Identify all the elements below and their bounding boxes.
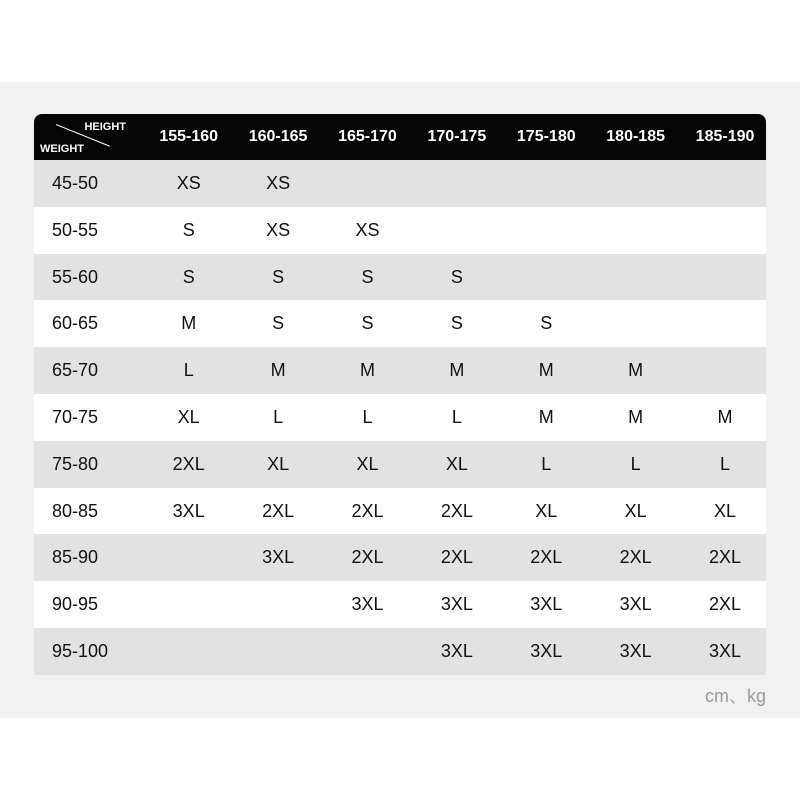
size-cell: XL <box>714 500 737 521</box>
weight-range-label: 70-75 <box>52 406 99 427</box>
size-cell: L <box>451 406 462 427</box>
weight-range-label: 55-60 <box>52 266 99 287</box>
table-row <box>34 394 766 441</box>
table-row <box>34 441 766 488</box>
size-cell: L <box>362 406 373 427</box>
table-row <box>34 254 766 301</box>
size-cell: M <box>181 313 197 334</box>
size-cell <box>144 581 233 628</box>
size-cell: M <box>538 406 554 427</box>
height-header: 180-185 <box>606 128 665 145</box>
size-cell: S <box>540 313 553 334</box>
size-cell: XL <box>177 406 200 427</box>
table-row <box>34 347 766 394</box>
height-header: 175-180 <box>516 128 576 145</box>
size-cell: S <box>272 313 285 334</box>
size-cell: 3XL <box>172 500 205 521</box>
height-header: 160-165 <box>248 128 308 145</box>
weight-range-label: 80-85 <box>52 500 99 521</box>
table-row <box>34 207 766 254</box>
size-cell <box>680 207 769 254</box>
table-header-row <box>34 114 766 160</box>
size-cell: XS <box>355 219 380 240</box>
size-cell: M <box>628 360 644 381</box>
weight-range-label: 45-50 <box>52 173 99 193</box>
size-cell: M <box>538 360 554 381</box>
size-cell: 3XL <box>530 640 563 661</box>
size-cell <box>412 207 501 254</box>
size-cell <box>144 534 233 581</box>
table-row <box>34 300 766 347</box>
size-cell: S <box>450 266 463 287</box>
height-header: 170-175 <box>427 128 487 145</box>
weight-range-label: 50-55 <box>52 219 99 240</box>
weight-axis-label: WEIGHT <box>40 143 84 155</box>
size-cell: 2XL <box>440 547 473 568</box>
size-cell: 2XL <box>530 547 563 568</box>
size-cell <box>680 254 769 301</box>
height-header: 155-160 <box>159 128 219 145</box>
size-cell <box>233 628 322 675</box>
table-row <box>34 160 766 207</box>
weight-range-label: 85-90 <box>52 547 99 568</box>
size-cell: M <box>359 360 375 381</box>
size-cell: L <box>720 453 731 474</box>
size-cell: 3XL <box>709 640 742 661</box>
weight-range-label: 90-95 <box>52 594 99 615</box>
size-cell <box>412 160 501 207</box>
size-cell: 3XL <box>262 547 295 568</box>
size-cell: 2XL <box>440 500 473 521</box>
size-cell <box>502 254 591 301</box>
size-cell: L <box>273 406 284 427</box>
table-row <box>34 628 766 675</box>
size-cell: M <box>449 360 465 381</box>
size-cell <box>502 207 591 254</box>
height-header: 185-190 <box>695 128 755 145</box>
size-cell: 2XL <box>351 500 384 521</box>
size-cell: XL <box>267 453 290 474</box>
table-body <box>34 160 766 675</box>
size-cell: 2XL <box>709 594 742 615</box>
size-cell <box>591 207 680 254</box>
size-cell <box>323 628 412 675</box>
size-cell <box>680 300 769 347</box>
size-cell: S <box>450 313 463 334</box>
size-cell: XL <box>445 453 468 474</box>
size-cell: 3XL <box>530 594 563 615</box>
weight-range-label: 95-100 <box>52 640 109 661</box>
weight-range-label: 75-80 <box>52 453 99 474</box>
size-cell: L <box>630 453 641 474</box>
size-cell <box>680 347 769 394</box>
size-cell: L <box>541 453 552 474</box>
table-row <box>34 488 766 535</box>
size-cell: XL <box>624 500 647 521</box>
size-cell: XS <box>176 173 201 193</box>
size-chart-table <box>34 114 766 675</box>
weight-range-label: 65-70 <box>52 360 99 381</box>
size-cell <box>502 160 591 207</box>
size-cell: 2XL <box>172 453 205 474</box>
size-cell: S <box>361 266 374 287</box>
table-row <box>34 534 766 581</box>
size-cell: XS <box>266 219 291 240</box>
corner-cell <box>34 114 144 160</box>
size-cell: S <box>361 313 374 334</box>
size-cell: XL <box>356 453 379 474</box>
height-header: 165-170 <box>338 128 397 145</box>
size-cell <box>323 160 412 207</box>
size-cell: S <box>182 219 195 240</box>
size-cell: M <box>628 406 644 427</box>
size-cell <box>144 628 233 675</box>
size-cell: 2XL <box>709 547 742 568</box>
size-cell <box>680 160 769 207</box>
size-cell: 2XL <box>351 547 384 568</box>
size-cell: 3XL <box>619 594 652 615</box>
size-cell <box>233 581 322 628</box>
weight-range-label: 60-65 <box>52 313 99 334</box>
size-cell: 3XL <box>440 594 473 615</box>
units-note: cm、kg <box>704 686 766 706</box>
table-row <box>34 581 766 628</box>
size-cell <box>591 254 680 301</box>
size-cell: M <box>270 360 286 381</box>
size-cell: L <box>183 360 194 381</box>
height-axis-label: HEIGHT <box>84 121 126 133</box>
size-cell: 3XL <box>351 594 384 615</box>
size-cell: 2XL <box>262 500 295 521</box>
size-cell: XS <box>266 173 291 193</box>
size-cell: 3XL <box>619 640 652 661</box>
size-cell <box>591 300 680 347</box>
size-cell: 3XL <box>440 640 473 661</box>
size-cell <box>591 160 680 207</box>
size-cell: S <box>182 266 195 287</box>
size-cell: 2XL <box>619 547 652 568</box>
size-cell: XL <box>535 500 558 521</box>
size-cell: S <box>272 266 285 287</box>
size-cell: M <box>717 406 733 427</box>
